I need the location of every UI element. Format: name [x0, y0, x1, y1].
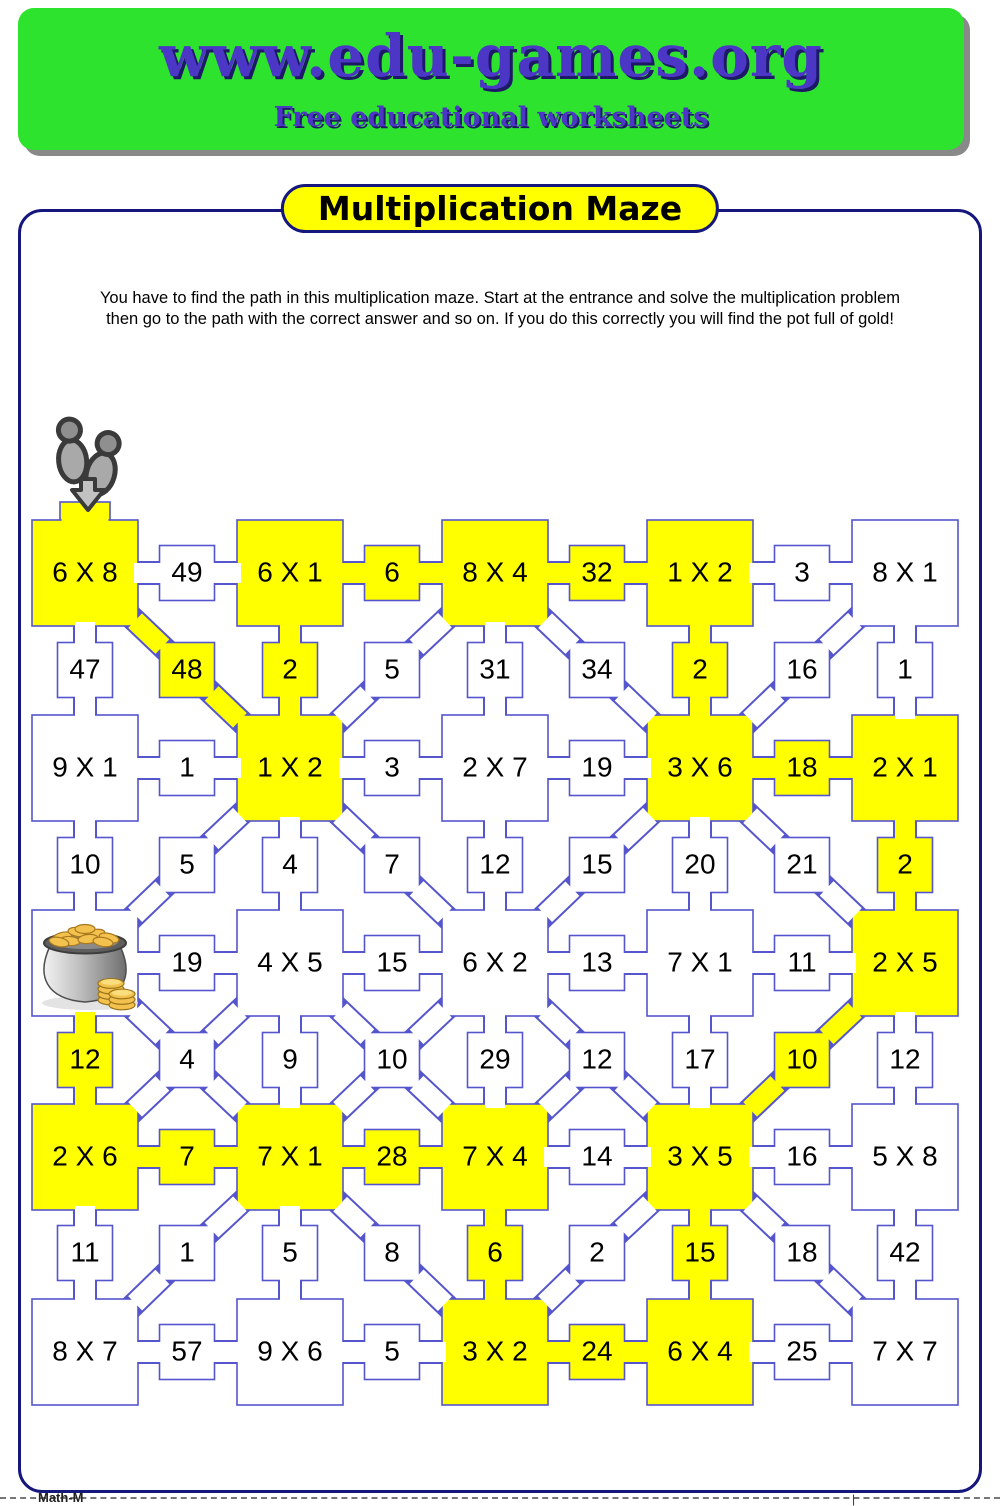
- cell-value: 12: [69, 1043, 101, 1075]
- cell-value: 7 X 1: [667, 946, 733, 978]
- cell-value: 7: [384, 848, 400, 880]
- cell-value: 1: [179, 1236, 195, 1268]
- cell-value: 16: [786, 1140, 818, 1172]
- cell-value: 12: [479, 848, 511, 880]
- cell-value: 8 X 4: [462, 556, 528, 588]
- cell-value: 5: [384, 1335, 400, 1367]
- cell-value: 9: [282, 1043, 298, 1075]
- cell-value: 15: [376, 946, 408, 978]
- cell-value: 5: [179, 848, 195, 880]
- cell-value: 1 X 2: [667, 556, 733, 588]
- cell-value: 17: [684, 1043, 716, 1075]
- cell-value: 6 X 2: [462, 946, 528, 978]
- cell-value: 29: [479, 1043, 511, 1075]
- cell-value: 8 X 1: [872, 556, 938, 588]
- cell-value: 1: [897, 653, 913, 685]
- cell-value: 2 X 6: [52, 1140, 118, 1172]
- cell-value: 5: [282, 1236, 298, 1268]
- cell-value: 15: [581, 848, 613, 880]
- cell-value: 8 X 7: [52, 1335, 118, 1367]
- cell-value: 11: [70, 1236, 100, 1268]
- cell-value: 6 X 8: [52, 556, 118, 588]
- cell-value: 2: [282, 653, 298, 685]
- cell-value: 4: [179, 1043, 195, 1075]
- footer-mark: |: [852, 1492, 856, 1506]
- cell-value: 10: [376, 1043, 408, 1075]
- cell-value: 34: [581, 653, 613, 685]
- cell-value: 2 X 1: [872, 751, 938, 783]
- cell-value: 19: [171, 946, 203, 978]
- site-title: www.edu-games.org: [159, 22, 823, 90]
- cell-value: 15: [684, 1236, 716, 1268]
- cell-value: 14: [581, 1140, 613, 1172]
- cell-value: 12: [581, 1043, 613, 1075]
- cell-value: 16: [786, 653, 818, 685]
- cell-value: 18: [786, 1236, 818, 1268]
- cell-value: 42: [889, 1236, 921, 1268]
- cell-values: [52, 556, 937, 1366]
- cell-value: 6: [384, 556, 400, 588]
- cell-value: 20: [684, 848, 716, 880]
- cell-value: 49: [171, 556, 203, 588]
- cell-value: 2: [897, 848, 913, 880]
- cell-value: 6: [487, 1236, 503, 1268]
- cell-value: 31: [479, 653, 511, 685]
- cell-value: 6 X 1: [257, 556, 323, 588]
- cell-value: 1 X 2: [257, 751, 323, 783]
- cell-value: 24: [581, 1335, 613, 1367]
- cell-value: 11: [787, 946, 817, 978]
- cell-value: 7 X 7: [872, 1335, 938, 1367]
- instructions-text: [40, 288, 960, 330]
- cell-value: 1: [179, 751, 195, 783]
- cell-value: 3 X 6: [667, 751, 733, 783]
- cell-value: 3 X 2: [462, 1335, 528, 1367]
- cell-value: 8: [384, 1236, 400, 1268]
- cell-value: 32: [581, 556, 613, 588]
- cell-value: 13: [581, 946, 613, 978]
- cell-value: 21: [786, 848, 818, 880]
- cell-value: 3 X 5: [667, 1140, 733, 1172]
- cell-value: 2: [692, 653, 708, 685]
- cell-value: 7 X 1: [257, 1140, 323, 1172]
- cell-value: 5: [384, 653, 400, 685]
- cell-value: 10: [786, 1043, 818, 1075]
- worksheet-title-pill: [281, 184, 719, 233]
- cell-value: 18: [786, 751, 818, 783]
- cell-value: 9 X 6: [257, 1335, 323, 1367]
- site-tagline: Free educational worksheets: [273, 102, 709, 133]
- cell-value: 4: [282, 848, 298, 880]
- cell-value: 25: [786, 1335, 818, 1367]
- cell-value: 4 X 5: [257, 946, 323, 978]
- cell-value: 2 X 7: [462, 751, 528, 783]
- cell-value: 47: [69, 653, 101, 685]
- instructions-line1: You have to find the path in this multiplication maze. Start at the entrance and solve the multiplication problem: [99, 289, 901, 307]
- cell-value: 7 X 4: [462, 1140, 528, 1172]
- instructions-line2: then go to the path with the correct answer and so on. If you do this correctly you will find the pot full of gold!: [106, 309, 894, 328]
- footer-text: Math-M: [38, 1490, 84, 1505]
- cell-value: 12: [889, 1043, 921, 1075]
- cell-value: 3: [384, 751, 400, 783]
- worksheet-title: Multiplication Maze: [317, 189, 683, 228]
- cell-value: 9 X 1: [52, 751, 118, 783]
- cell-value: 7: [179, 1140, 195, 1172]
- cell-value: 28: [376, 1140, 408, 1172]
- cell-value: 19: [581, 751, 613, 783]
- cell-value: 48: [171, 653, 203, 685]
- cell-value: 6 X 4: [667, 1335, 733, 1367]
- cell-value: 3: [794, 556, 810, 588]
- cell-value: 2: [589, 1236, 605, 1268]
- cell-value: 10: [69, 848, 101, 880]
- cell-value: 5 X 8: [872, 1140, 938, 1172]
- cell-value: 57: [171, 1335, 203, 1367]
- cell-value: 2 X 5: [872, 946, 938, 978]
